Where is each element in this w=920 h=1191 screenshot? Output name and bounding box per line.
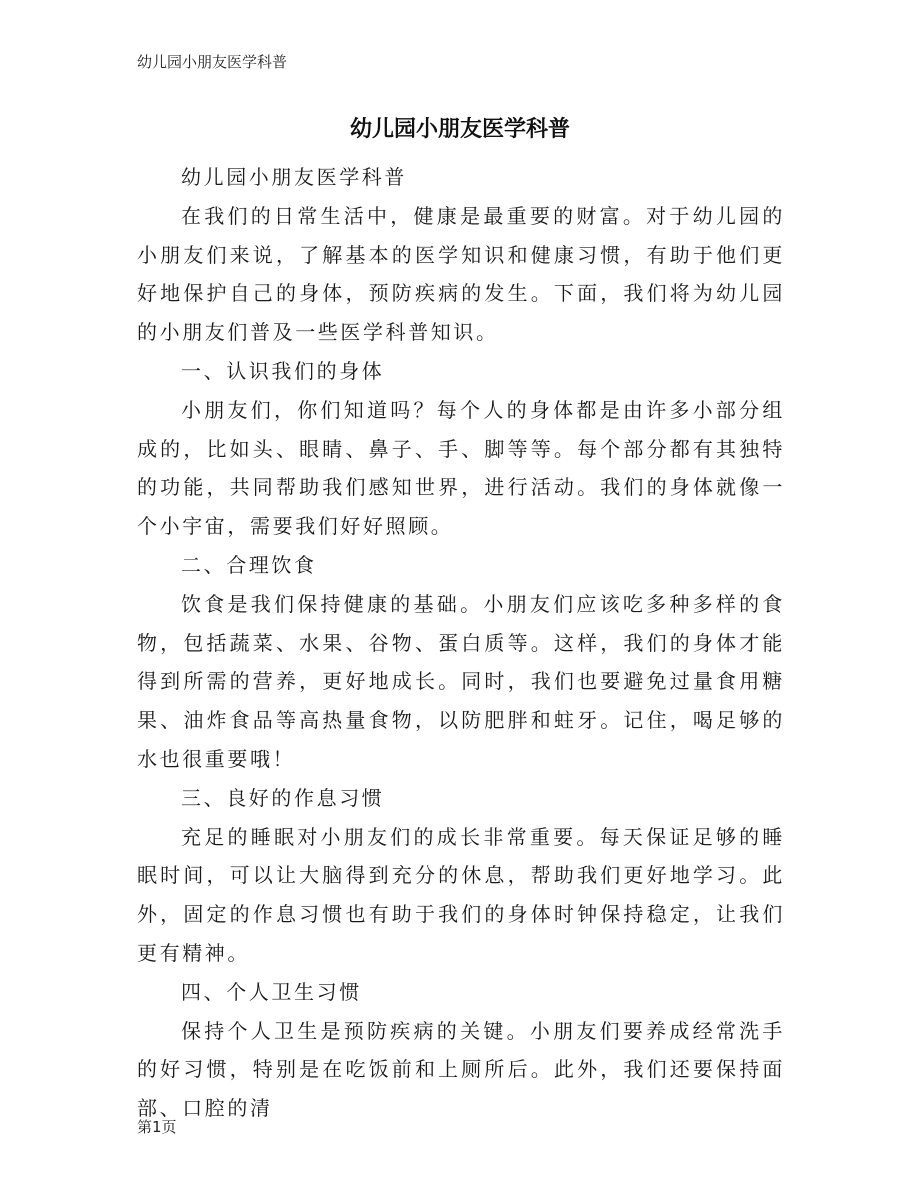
section-heading-sleep: 三、良好的作息习惯 [181,785,385,810]
document-body [137,158,785,1128]
page-number: 第1页 [137,1118,177,1136]
intro-paragraph: 在我们的日常生活中，健康是最重要的财富。对于幼儿园的小朋友们来说，了解基本的医学知识和健康习惯，有助于他们更好地保护自己的身体，预防疾病的发生。下面，我们将为幼儿园的小朋友们普及一些医学科普知识。 [137,203,785,345]
section-paragraph-diet: 饮食是我们保持健康的基础。小朋友们应该吃多种多样的食物，包括蔬菜、水果、谷物、蛋白质等。这样，我们的身体才能得到所需的营养，更好地成长。同时，我们也要避免过量食用糖果、油炸食品等高热量食物，以防肥胖和蛀牙。记住，喝足够的水也很重要哦！ [137,591,785,771]
section-paragraph-sleep: 充足的睡眠对小朋友们的成长非常重要。每天保证足够的睡眠时间，可以让大脑得到充分的休息，帮助我们更好地学习。此外，固定的作息习惯也有助于我们的身体时钟保持稳定，让我们更有精神。 [137,824,785,965]
document-subtitle: 幼儿园小朋友医学科普 [181,165,407,189]
section-paragraph-body: 小朋友们，你们知道吗？每个人的身体都是由许多小部分组成的，比如头、眼睛、鼻子、手、脚等等。每个部分都有其独特的功能，共同帮助我们感知世界，进行活动。我们的身体就像一个小宇宙，需要我们好好照顾。 [137,397,785,539]
section-heading-diet: 二、合理饮食 [181,552,317,577]
document-title: 幼儿园小朋友医学科普 [349,116,570,142]
section-heading-hygiene: 四、个人卫生习惯 [181,979,362,1004]
running-header: 幼儿园小朋友医学科普 [137,53,288,71]
section-heading-body: 一、认识我们的身体 [181,358,385,383]
section-paragraph-hygiene: 保持个人卫生是预防疾病的关键。小朋友们要养成经常洗手的好习惯，特别是在吃饭前和上厕所后。此外，我们还要保持面部、口腔的清 [137,1018,785,1121]
